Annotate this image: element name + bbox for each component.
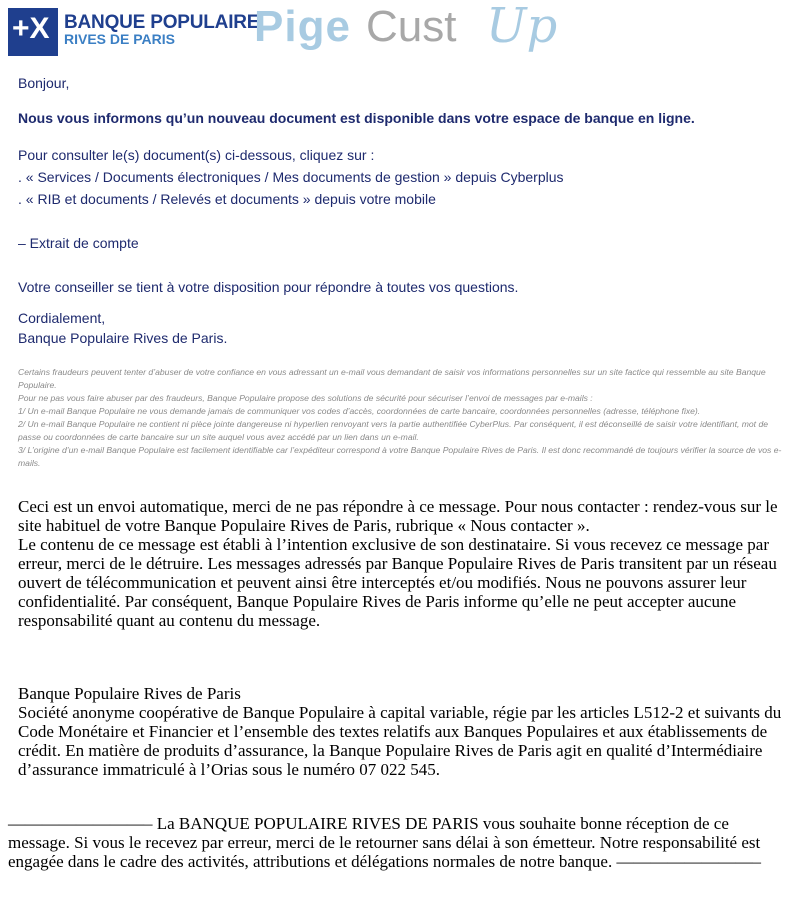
company-info (18, 684, 793, 779)
brand-logo-up: Up (486, 0, 558, 54)
security-line: 3/ L’origine d’un e-mail Banque Populaire est facilement identifiable car l’expéditeur correspond à votre Banque Populaire Rives de Paris. Il est donc recommandé de toujours vérifier la source de vos e-mails. (18, 445, 782, 468)
auto-notice-confidentiality: Le contenu de ce message est établi à l’intention exclusive de son destinataire. Si vous recevez ce message par erreur, merci de le détruire. Les messages adressés par Banque Populaire Rives de Paris transitent par un réseau ouvert de télécommunication et peuvent ainsi être interceptés et/ou modifiés. Nous ne pouvons assurer leur confidentialité. Par conséquent, Banque Populaire Rives de Paris informe qu’elle ne peut accepter aucune responsabilité quant au contenu du message. (18, 535, 777, 630)
bank-name-line1: BANQUE POPULAIRE (64, 12, 260, 33)
greeting: Bonjour, (18, 75, 70, 91)
bank-name-line2: RIVES DE PARIS (64, 31, 175, 47)
consult-instructions: Pour consulter le(s) document(s) ci-dessous, cliquez sur : (18, 147, 375, 163)
security-line: Certains fraudeurs peuvent tenter d’abuser de votre confiance en vous adressant un e-mail vous demandant de saisir vos informations personnelles sur un site factice qui ressemble au site Banque Populaire. (18, 367, 766, 390)
auto-notice-contact: Ceci est un envoi automatique, merci de ne pas répondre à ce message. Pour nous contacter : rendez-vous sur le site habituel de votre Banque Populaire Rives de Paris, rubrique « Nous contacter ». (18, 497, 778, 535)
closing: Cordialement, (18, 310, 106, 326)
intro-text: Nous vous informons qu’un nouveau document est disponible dans votre espace de banque en ligne. (18, 110, 695, 126)
security-line: 2/ Un e-mail Banque Populaire ne contient ni pièce jointe dangereuse ni hyperlien renvoyant vers la partie authentifiée CyberPlus. Par conséquent, il est déconseillé de saisir votre identifiant, mot de passe ou coordonnées de carte bancaire sur un site auquel vous avez accédé par un lien dans un e-mail. (18, 419, 769, 442)
company-legal: Société anonyme coopérative de Banque Populaire à capital variable, régie par les articles L512-2 et suivants du Code Monétaire et Financier et l’ensemble des textes relatifs aux Banques Populaires et aux établissements de crédit. En matière de produits d’assurance, la Banque Populaire Rives de Paris agit en qualité d’Intermédiaire d’assurance immatriculé à l’Orias sous le numéro 07 022 545. (18, 703, 782, 779)
security-line: 1/ Un e-mail Banque Populaire ne vous demande jamais de communiquer vos codes d’accès, coordonnées de carte bancaire, coordonnées personnelles (adresse, téléphone fixe). (18, 406, 701, 416)
mobile-path: . « RIB et documents / Relevés et documents » depuis votre mobile (18, 191, 436, 207)
company-name: Banque Populaire Rives de Paris (18, 684, 241, 703)
brand-logo-cust: Cust (366, 2, 457, 51)
logo-mark: +X (12, 12, 50, 45)
document-type: – Extrait de compte (18, 235, 139, 251)
auto-notice (18, 497, 793, 630)
cyberplus-path: . « Services / Documents électroniques / Mes documents de gestion » depuis Cyberplus (18, 169, 564, 185)
brand-logo-pige: Pige (254, 2, 351, 51)
footer-disclaimer: ————————– La BANQUE POPULAIRE RIVES DE PARIS vous souhaite bonne réception de ce message. Si vous le recevez par erreur, merci de le retourner sans délai à son émetteur. Notre responsabilité est engagée dans le cadre des activités, attributions et délégations normales de notre banque. ————————– (8, 814, 761, 871)
security-notice (18, 366, 788, 470)
email-header (8, 0, 568, 62)
security-line: Pour ne pas vous faire abuser par des fraudeurs, Banque Populaire propose des solutions de sécurité pour sécuriser l’envoi de messages par e-mails : (18, 393, 593, 403)
bank-logo-icon (8, 8, 58, 56)
signature: Banque Populaire Rives de Paris. (18, 330, 228, 346)
advisor-text: Votre conseiller se tient à votre disposition pour répondre à toutes vos questions. (18, 279, 519, 295)
